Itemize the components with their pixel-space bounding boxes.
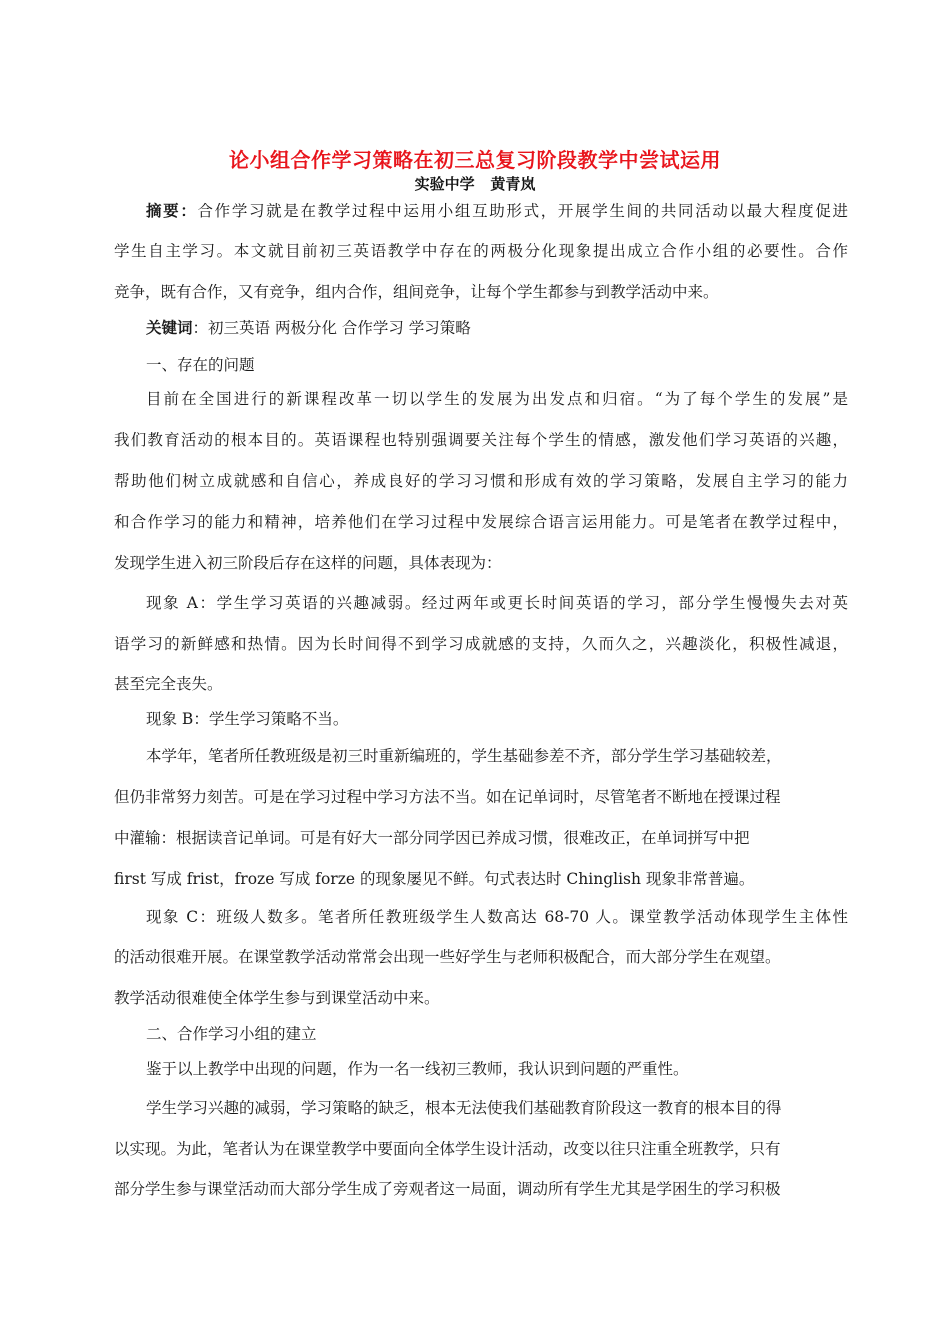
paragraph-line: 但仍非常努力刻苦。可是在学习过程中学习方法不当。如在记单词时，尽管笔者不断地在授课过程 bbox=[114, 788, 781, 806]
paragraph-line: first 写成 frist，froze 写成 forze 的现象屡见不鲜。句式表达时 Chinglish 现象非常普遍。 bbox=[114, 870, 755, 888]
paragraph-line: 现象 C：班级人数多。笔者所任教班级学生人数高达 68-70 人。课堂教学活动体现学生主体性 bbox=[146, 908, 848, 926]
paragraph-line: 现象 B：学生学习策略不当。 bbox=[146, 710, 349, 728]
paragraph-line: 目前在全国进行的新课程改革一切以学生的发展为出发点和归宿。“为了每个学生的发展”是 bbox=[146, 390, 848, 408]
paragraph-line: 我们教育活动的根本目的。英语课程也特别强调要关注每个学生的情感，激发他们学习英语的兴趣， bbox=[114, 431, 848, 449]
abstract-line bbox=[146, 200, 848, 222]
paragraph-line: 帮助他们树立成就感和自信心，养成良好的学习习惯和形成有效的学习策略，发展自主学习的能力 bbox=[114, 472, 848, 490]
section-heading: 二、合作学习小组的建立 bbox=[146, 1025, 317, 1043]
document-title: 论小组合作学习策略在初三总复习阶段教学中尝试运用 bbox=[229, 148, 721, 172]
paragraph-line: 学生学习兴趣的减弱，学习策略的缺乏，根本无法使我们基础教育阶段这一教育的根本目的得 bbox=[146, 1099, 782, 1117]
paragraph-line: 现象 A：学生学习英语的兴趣减弱。经过两年或更长时间英语的学习，部分学生慢慢失去对英 bbox=[146, 594, 848, 612]
paragraph-line: 鉴于以上教学中出现的问题，作为一名一线初三教师，我认识到问题的严重性。 bbox=[146, 1060, 689, 1078]
paragraph-line: 的活动很难开展。在课堂教学活动常常会出现一些好学生与老师积极配合，而大部分学生在观望。 bbox=[114, 948, 781, 966]
keywords-label: 关键词 bbox=[146, 318, 193, 337]
paragraph-line: 语学习的新鲜感和热情。因为长时间得不到学习成就感的支持，久而久之，兴趣淡化，积极性减退， bbox=[114, 635, 848, 653]
keywords-text: ：初三英语 两极分化 合作学习 学习策略 bbox=[192, 319, 471, 337]
paragraph-line: 以实现。为此，笔者认为在课堂教学中要面向全体学生设计活动，改变以往只注重全班教学，只有 bbox=[114, 1140, 781, 1158]
paragraph-line: 发现学生进入初三阶段后存在这样的问题，具体表现为： bbox=[114, 554, 502, 572]
paragraph-line: 和合作学习的能力和精神，培养他们在学习过程中发展综合语言运用能力。可是笔者在教学过程中， bbox=[114, 513, 848, 531]
abstract-label: 摘要： bbox=[146, 201, 198, 220]
author-line: 实验中学 黄青岚 bbox=[414, 175, 536, 193]
section-heading: 一、存在的问题 bbox=[146, 356, 255, 374]
keywords-line bbox=[146, 317, 471, 339]
paragraph-line: 中灌输：根据读音记单词。可是有好大一部分同学因已养成习惯，很难改正，在单词拼写中把 bbox=[114, 829, 750, 847]
abstract-line: 竞争，既有合作，又有竞争，组内合作，组间竞争，让每个学生都参与到教学活动中来。 bbox=[114, 283, 719, 301]
paragraph-line: 甚至完全丧失。 bbox=[114, 675, 223, 693]
paragraph-line: 本学年，笔者所任教班级是初三时重新编班的，学生基础参差不齐，部分学生学习基础较差， bbox=[146, 747, 782, 765]
abstract-line: 学生自主学习。本文就目前初三英语教学中存在的两极分化现象提出成立合作小组的必要性。合作 bbox=[114, 242, 848, 260]
paragraph-line: 教学活动很难使全体学生参与到课堂活动中来。 bbox=[114, 989, 440, 1007]
abstract-text: 合作学习就是在教学过程中运用小组互助形式，开展学生间的共同活动以最大程度促进 bbox=[197, 202, 848, 220]
paragraph-line: 部分学生参与课堂活动而大部分学生成了旁观者这一局面，调动所有学生尤其是学困生的学习积极 bbox=[114, 1180, 781, 1198]
